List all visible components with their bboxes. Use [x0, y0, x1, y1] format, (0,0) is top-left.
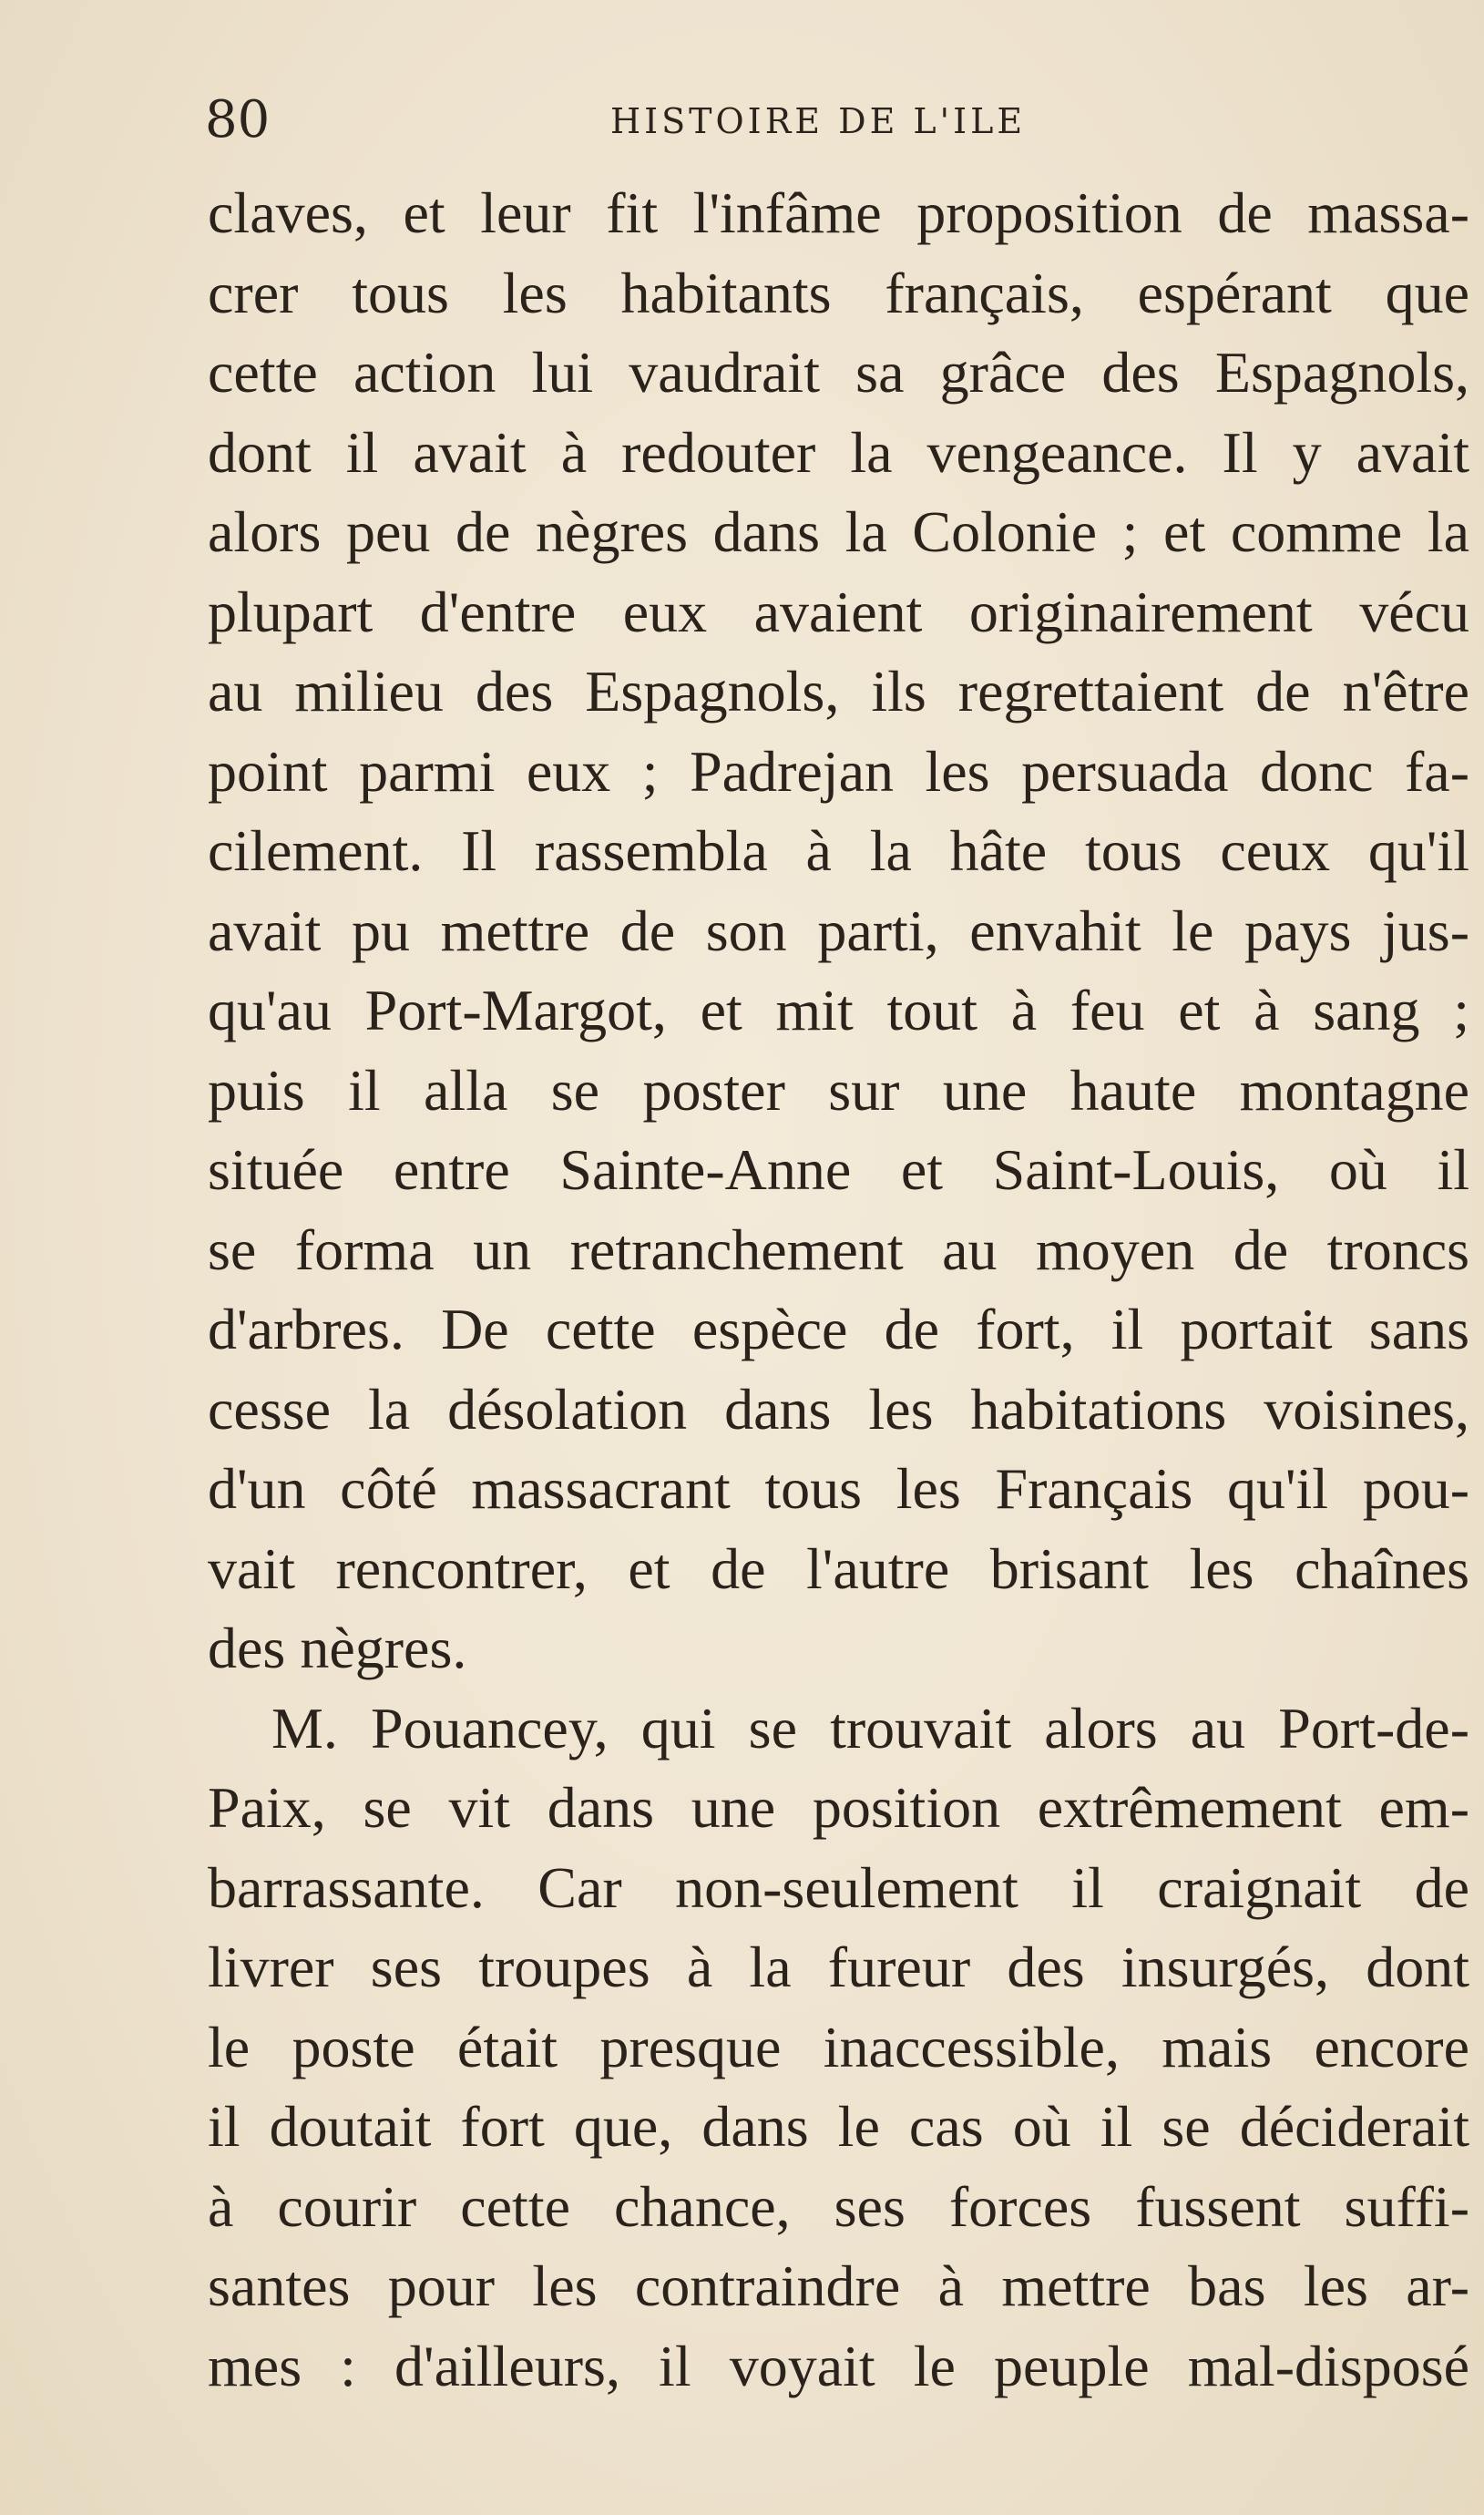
text-line: il doutait fort que, dans le cas où il se déciderait [208, 2094, 1469, 2159]
text-line: qu'au Port-Margot, et mit tout à feu et à sang ; [208, 978, 1469, 1042]
text-line: livrer ses troupes à la fureur des insurgés, dont [208, 1935, 1469, 1999]
running-head: HISTOIRE DE L'ILE [610, 101, 1027, 141]
text-line: cilement. Il rassembla à la hâte tous ceux qu'il [208, 818, 1469, 883]
text-line: crer tous les habitants français, espérant que [208, 260, 1469, 325]
paragraph-start-line: M. Pouancey, qui se trouvait alors au Port-de- [271, 1695, 1469, 1760]
text-line: santes pour les contraindre à mettre bas les ar- [208, 2253, 1469, 2318]
text-line: plupart d'entre eux avaient originairement vécu [208, 579, 1469, 644]
paragraph-end-line: des nègres. [208, 1616, 467, 1680]
text-line: claves, et leur fit l'infâme proposition de massa- [208, 180, 1469, 245]
page-header [205, 84, 1480, 157]
text-line: barrassante. Car non-seulement il craignait de [208, 1854, 1469, 1920]
text-line: mes : d'ailleurs, il voyait le peuple mal-disposé [208, 2333, 1469, 2398]
text-line: vait rencontrer, et de l'autre brisant les chaînes [208, 1535, 1469, 1601]
text-line: à courir cette chance, ses forces fussent suffi- [208, 2173, 1469, 2239]
text-line: point parmi eux ; Padrejan les persuada donc fa- [208, 738, 1469, 804]
text-line: alors peu de nègres dans la Colonie ; et comme la [208, 499, 1469, 564]
text-line: dont il avait à redouter la vengeance. Il y avait [208, 419, 1469, 485]
text-line: au milieu des Espagnols, ils regrettaient de n'être [208, 659, 1469, 724]
text-line: le poste était presque inaccessible, mais encore [208, 2014, 1469, 2079]
body-text [208, 173, 1469, 2406]
text-line: Paix, se vit dans une position extrêmement em- [208, 1775, 1469, 1840]
page-number: 80 [205, 90, 271, 149]
text-line: puis il alla se poster sur une haute montagne [208, 1057, 1469, 1123]
text-line: avait pu mettre de son parti, envahit le pays jus- [208, 898, 1469, 963]
text-line: située entre Sainte-Anne et Saint-Louis, où il [208, 1137, 1469, 1202]
text-line: se forma un retranchement au moyen de troncs [208, 1216, 1469, 1282]
text-line: cette action lui vaudrait sa grâce des Espagnols, [208, 340, 1469, 405]
text-line: d'un côté massacrant tous les Français qu'il pou- [208, 1456, 1469, 1521]
text-line: cesse la désolation dans les habitations voisines, [208, 1376, 1469, 1442]
text-line: d'arbres. De cette espèce de fort, il portait sans [208, 1297, 1469, 1361]
